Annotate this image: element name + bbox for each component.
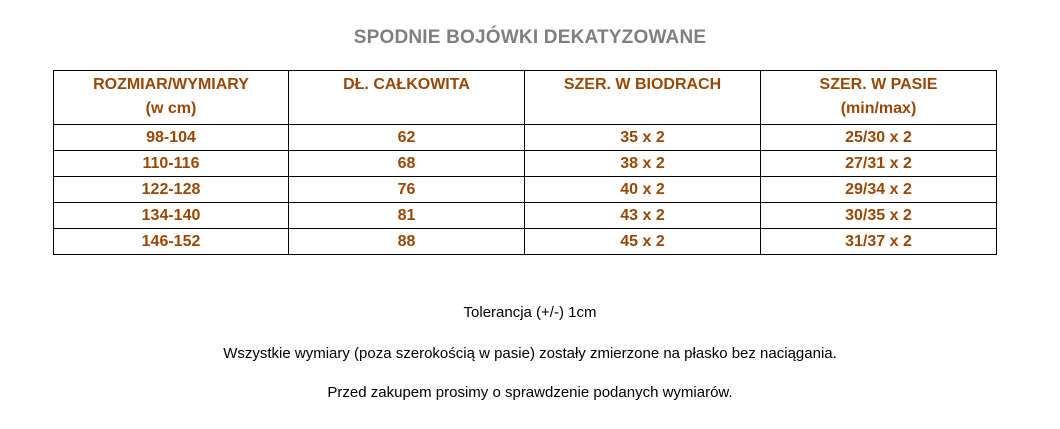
cell-hip-width: 35 x 2 [525,125,761,151]
cell-total-length: 81 [289,203,525,229]
cell-size: 110-116 [54,151,289,177]
cell-hip-width: 40 x 2 [525,177,761,203]
cell-total-length: 88 [289,229,525,255]
table-row [54,177,997,203]
cell-waist-width: 30/35 x 2 [761,203,997,229]
cell-total-length: 62 [289,125,525,151]
table-row [54,125,997,151]
cell-hip-width: 45 x 2 [525,229,761,255]
cell-waist-width: 25/30 x 2 [761,125,997,151]
table-row [54,229,997,255]
header-total-length-label: DŁ. CAŁKOWITA [343,76,470,93]
cell-hip-width: 43 x 2 [525,203,761,229]
cell-waist-width: 31/37 x 2 [761,229,997,255]
header-size-label: ROZMIAR/WYMIARY [93,76,249,93]
header-waist-width [761,71,997,125]
cell-size: 98-104 [54,125,289,151]
header-waist-width-label: SZER. W PASIE [819,76,938,93]
measurement-note: Wszystkie wymiary (poza szerokością w pasie) zostały zmierzone na płasko bez naciągania. [223,345,837,362]
cell-waist-width: 27/31 x 2 [761,151,997,177]
cell-size: 122-128 [54,177,289,203]
size-table [53,70,997,255]
header-total-length [289,71,525,125]
header-size [54,71,289,125]
cell-total-length: 68 [289,151,525,177]
table-row [54,151,997,177]
table-row [54,203,997,229]
cell-size: 134-140 [54,203,289,229]
cell-hip-width: 38 x 2 [525,151,761,177]
cell-size: 146-152 [54,229,289,255]
header-hip-width-label: SZER. W BIODRACH [563,76,722,93]
table-header-row [54,71,997,125]
page-title: SPODNIE BOJÓWKI DEKATYZOWANE [353,27,707,48]
header-waist-width-unit: (min/max) [840,100,917,117]
advice-note: Przed zakupem prosimy o sprawdzenie podanych wymiarów. [327,384,733,401]
cell-total-length: 76 [289,177,525,203]
header-hip-width [525,71,761,125]
tolerance-note: Tolerancja (+/-) 1cm [463,304,597,321]
cell-waist-width: 29/34 x 2 [761,177,997,203]
header-size-unit: (w cm) [145,100,197,117]
